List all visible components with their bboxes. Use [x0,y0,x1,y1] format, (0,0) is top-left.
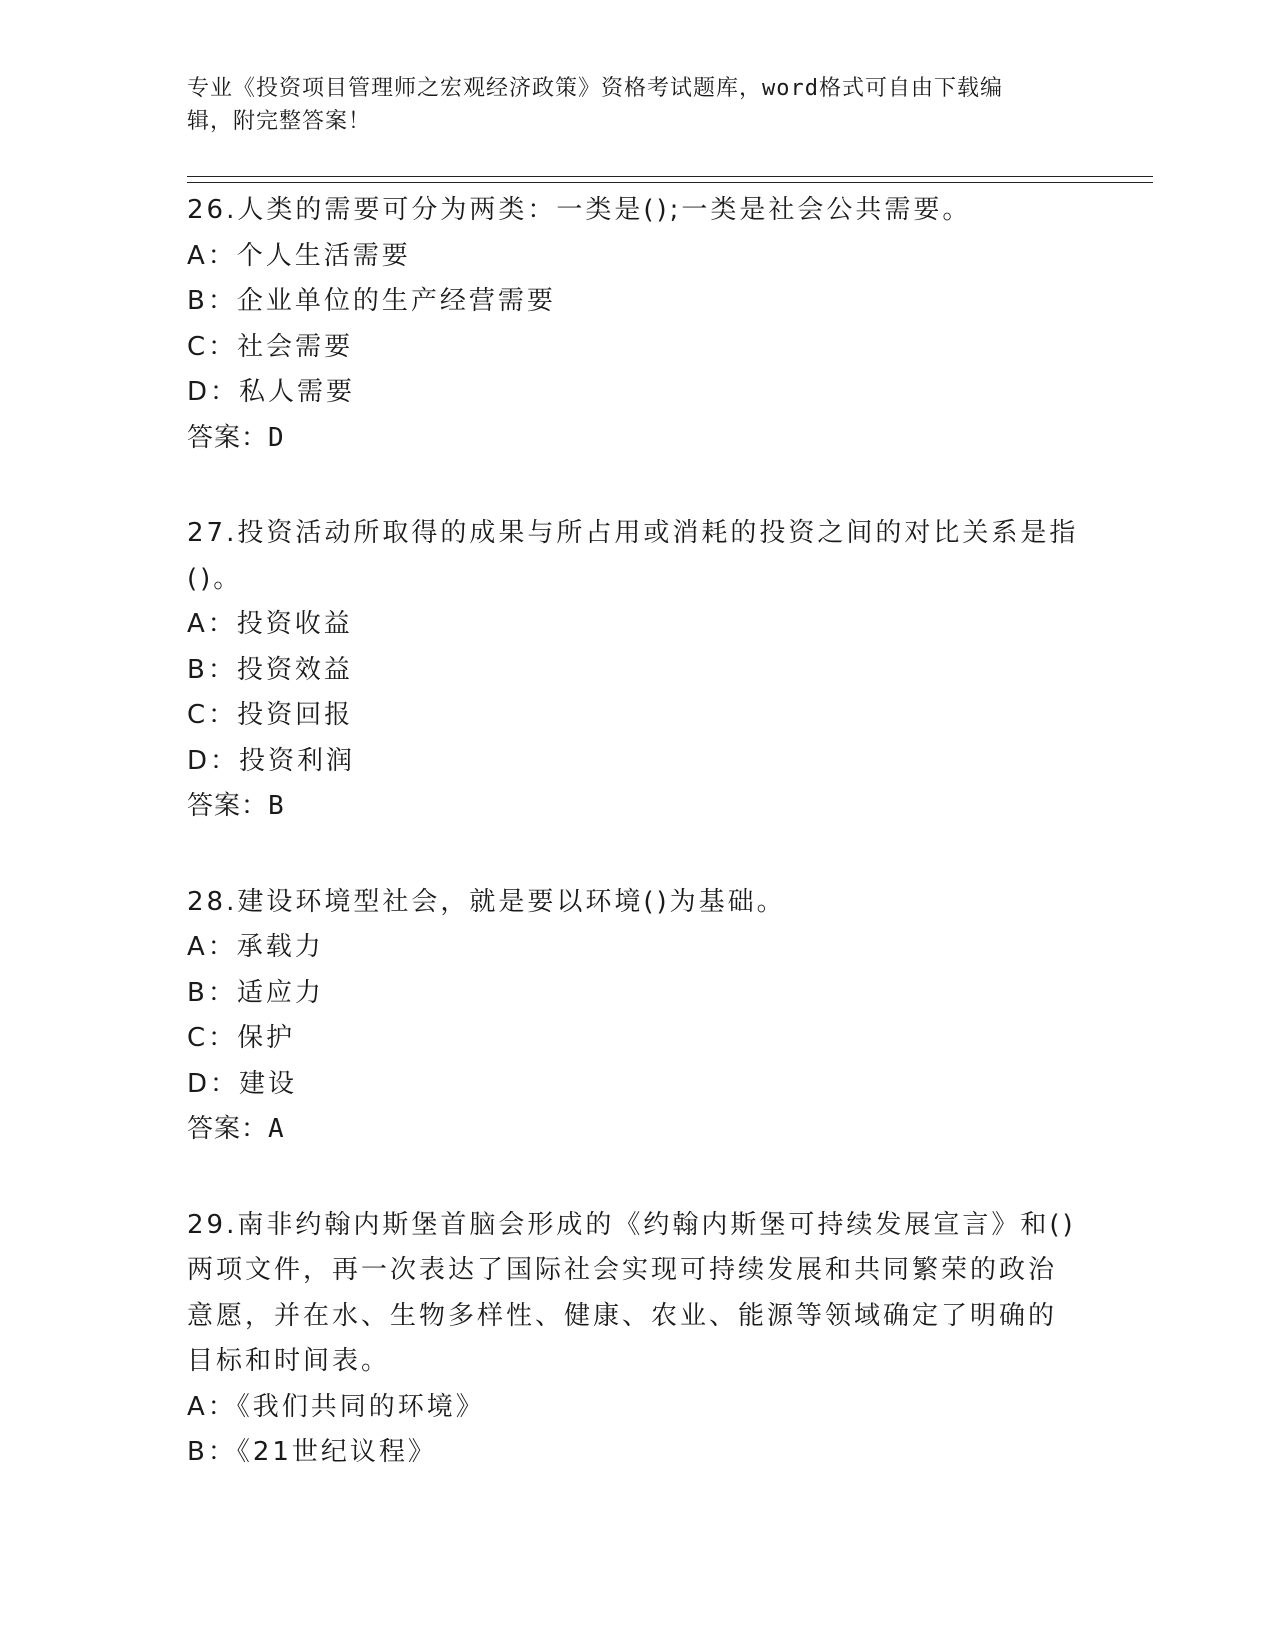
document-header [187,72,1087,138]
header-line-2: 辑，附完整答案！ [187,109,372,134]
answer-label: 答案：D [187,422,285,453]
option-d: D：投资利润 [187,745,356,776]
option-a: A：个人生活需要 [187,240,411,271]
question-stem-line-2: ()。 [187,563,243,594]
question-stem-line-4: 目标和时间表。 [187,1346,391,1376]
answer-label: 答案：B [187,791,285,821]
option-c: C：保护 [187,1023,296,1053]
question-stem-line-2: 两项文件，再一次表达了国际社会实现可持续发展和共同繁荣的政治 [187,1255,1058,1285]
question-stem-line-3: 意愿，并在水、生物多样性、健康、农业、能源等领域确定了明确的 [187,1300,1058,1331]
question-stem: 28.建设环境型社会，就是要以环境()为基础。 [187,886,786,917]
question-27 [187,511,1087,830]
option-c: C：社会需要 [187,331,354,362]
question-28 [187,880,1087,1153]
option-a: A：《我们共同的环境》 [187,1391,485,1422]
option-a: A：承载力 [187,932,324,962]
option-d: D：私人需要 [187,377,356,407]
option-d: D：建设 [187,1068,298,1099]
question-26 [187,188,1087,461]
question-stem-line-1: 29.南非约翰内斯堡首脑会形成的《约翰内斯堡可持续发展宣言》和() [187,1209,1076,1240]
option-b: B：投资效益 [187,654,353,685]
option-b: B：企业单位的生产经营需要 [187,286,556,316]
question-29 [187,1203,1087,1476]
option-b: B：适应力 [187,977,324,1008]
header-divider-top [187,176,1153,177]
question-stem: 26.人类的需要可分为两类：一类是();一类是社会公共需要。 [187,195,972,225]
option-c: C：投资回报 [187,700,354,730]
question-list [187,188,1087,1526]
option-b: B：《21世纪议程》 [187,1437,437,1467]
header-divider-bottom [187,182,1153,183]
answer-label: 答案：A [187,1114,285,1144]
question-stem-line-1: 27.投资活动所取得的成果与所占用或消耗的投资之间的对比关系是指 [187,518,1079,548]
header-line-1: 专业《投资项目管理师之宏观经济政策》资格考试题库，word格式可自由下载编 [187,76,1003,101]
option-a: A：投资收益 [187,609,353,639]
